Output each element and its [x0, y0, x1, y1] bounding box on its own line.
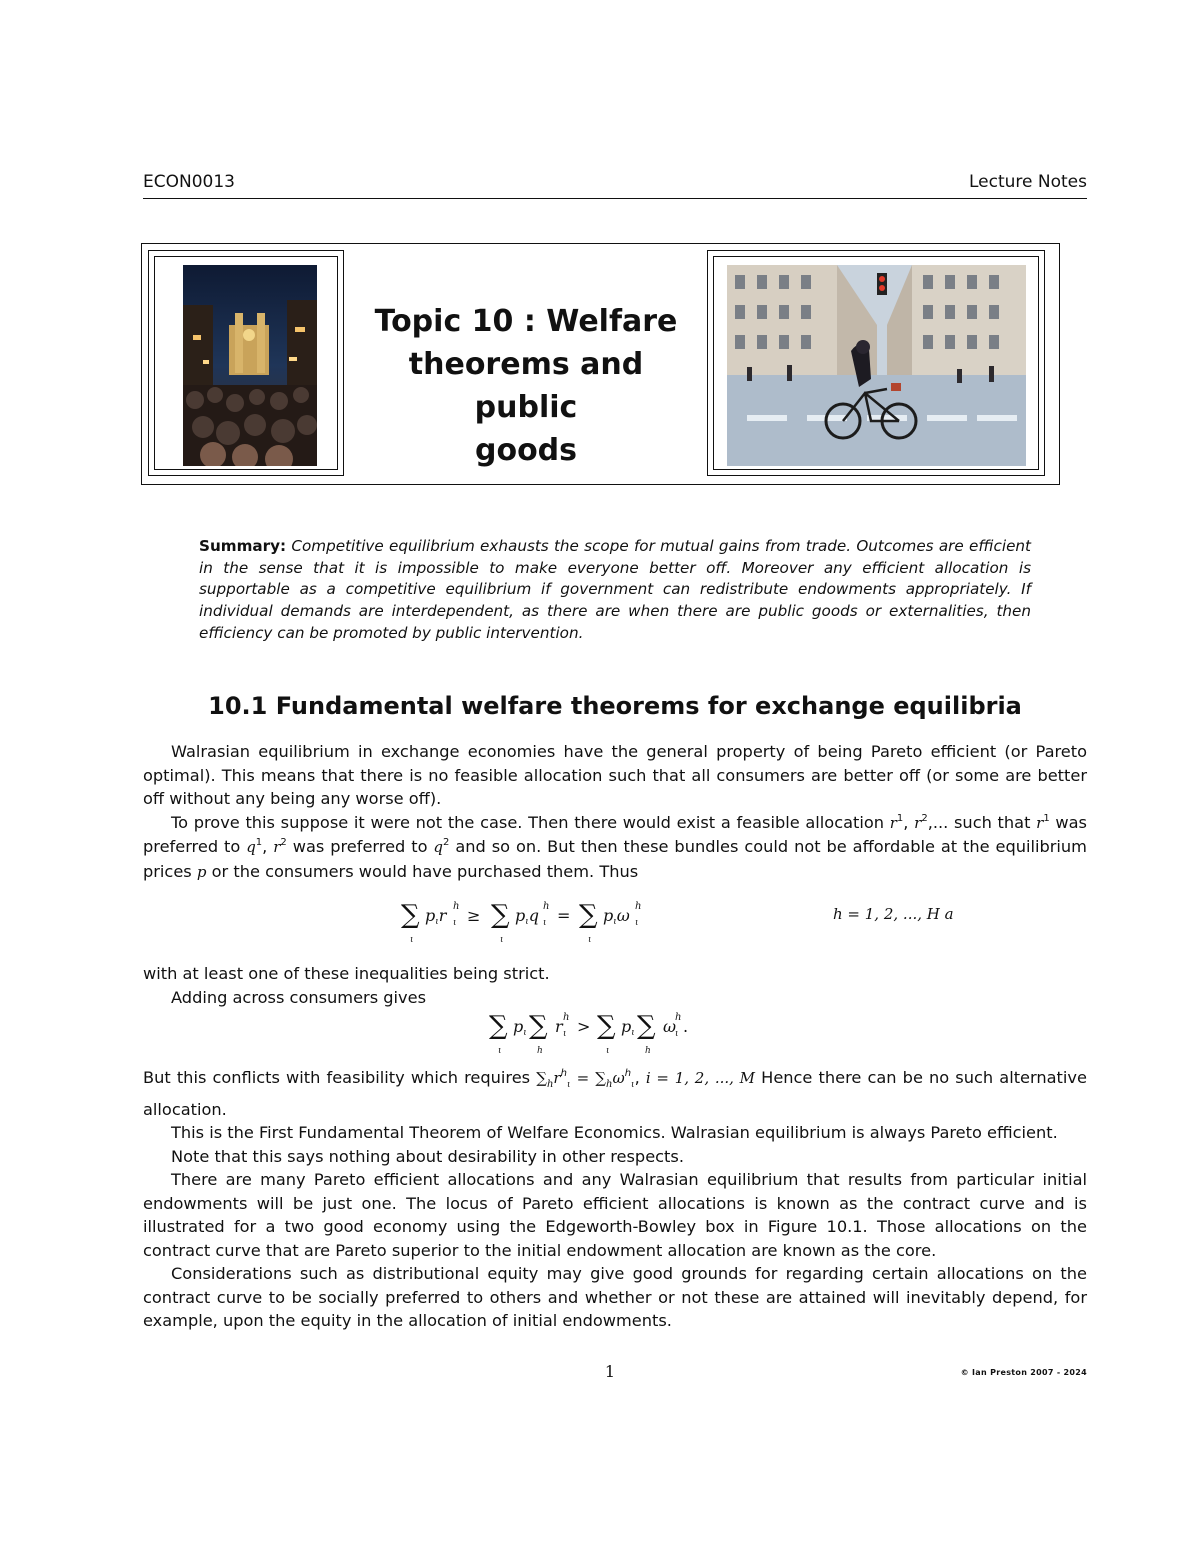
section-heading: 10.1 Fundamental welfare theorems for exchange equilibria — [208, 692, 1022, 720]
svg-text:ι: ι — [500, 935, 504, 945]
paragraph-adding: Adding across consumers gives — [171, 987, 427, 1007]
svg-text:pιω: pιω — [603, 906, 630, 927]
svg-text:h: h — [645, 1046, 651, 1056]
svg-text:∑: ∑ — [579, 900, 598, 930]
svg-text:ι: ι — [675, 1029, 679, 1039]
summary-label: Summary: — [199, 537, 287, 555]
svg-text:>: > — [577, 1017, 591, 1036]
paragraph-feasibility: But this conflicts with feasibility which requires $\sum_hr^h_\iota = \sum_h\omega^h_\iota$, i = 1, 2, ..., M Hence there can be no such alternative allocation. — [143, 1068, 1087, 1119]
copyright-notice: © Ian Preston 2007 - 2024 — [960, 1368, 1087, 1377]
svg-text:pι: pι — [513, 1017, 527, 1038]
cyclist-street-photo — [727, 265, 1026, 466]
svg-text:ι: ι — [606, 1046, 610, 1056]
equation-aggregate — [143, 1008, 1087, 1058]
svg-text:h: h — [543, 901, 550, 912]
svg-text:h: h — [675, 1012, 682, 1023]
paragraph-pareto: Walrasian equilibrium in exchange economies have the general property of being Pareto efficient (or Pareto optimal). This means that there is no feasible allocation such that all consumers are better off (or some are better off without any being any worse off). — [143, 742, 1087, 808]
paragraph-strict: with at least one of these inequalities being strict. — [143, 964, 550, 983]
svg-text:r: r — [555, 1017, 563, 1036]
summary-block — [199, 536, 1031, 645]
summary-text: Competitive equilibrium exhausts the scope for mutual gains from trade. Outcomes are efficient in the sense that it is impossible to make everyone better off. Moreover any efficient allocation is supportable as a competitive equilibrium if government can redistribute endowments appropriately. If individual demands are interdependent, as there are when there are public goods or externalities, then efficiency can be promoted by public intervention. — [199, 537, 1032, 642]
right-photo-frame — [707, 250, 1045, 476]
svg-text:≥: ≥ — [467, 906, 481, 925]
svg-text:h: h — [537, 1046, 543, 1056]
equation-budget — [143, 897, 1087, 945]
svg-text:pιq: pιq — [515, 906, 540, 927]
svg-text:∑: ∑ — [401, 900, 420, 930]
equation-range: h = 1, 2, ..., H a — [833, 905, 954, 923]
feasibility-index: i = 1, 2, ..., M — [645, 1069, 756, 1087]
svg-text:ι: ι — [563, 1029, 567, 1039]
left-photo-frame — [148, 250, 344, 476]
course-code: ECON0013 — [143, 172, 235, 192]
paragraph-contract-curve: There are many Pareto efficient allocations and any Walrasian equilibrium that results from particular initial endowments will be just one. The locus of Pareto efficient allocations is known as the contract curve and is illustrated for a two good economy using the Edgeworth-Bowley box in Figure 10.1. Those allocations on the contract curve that are Pareto superior to the initial endowment allocation are known as the core. — [143, 1170, 1087, 1260]
svg-text:∑: ∑ — [529, 1011, 548, 1041]
title-line-3: goods — [474, 433, 578, 468]
topic-title — [357, 300, 695, 472]
paragraph-proof: To prove this suppose it were not the case. Then there would exist a feasible allocation $r^1$, $r^2$,... such that $r^1$ was preferred to $q^1$, $r^2$ was preferred to $q^2$ and so on. But then these bundles could not be affordable at the equilibrium prices p or the consumers would have purchased them. Thus — [143, 812, 1087, 881]
svg-text:h: h — [563, 1012, 570, 1023]
market-crowd-photo — [183, 265, 317, 466]
paragraph-equity: Considerations such as distributional equity may give good grounds for regarding certain allocations on the contract curve to be socially preferred to others and whether or not these are attained will inevitably depend, for example, upon the equity in the allocation of initial endowments. — [143, 1264, 1087, 1331]
svg-text:pι: pι — [621, 1017, 635, 1038]
running-header — [143, 172, 1087, 199]
svg-text:pιr: pιr — [425, 906, 447, 927]
paragraph-note: Note that this says nothing about desirability in other respects. — [171, 1146, 684, 1166]
svg-text:=: = — [557, 906, 571, 925]
svg-text:ι: ι — [588, 935, 592, 945]
document-type: Lecture Notes — [969, 172, 1087, 192]
page-number: 1 — [604, 1362, 616, 1381]
svg-text:ι: ι — [498, 1046, 502, 1056]
svg-text:ι: ι — [635, 918, 639, 928]
svg-text:∑: ∑ — [489, 1011, 508, 1041]
title-banner — [141, 243, 1060, 485]
body-paragraphs-2 — [143, 962, 1087, 1009]
svg-text:ι: ι — [410, 935, 414, 945]
svg-text:∑: ∑ — [491, 900, 510, 930]
svg-text:h: h — [453, 901, 460, 912]
svg-text:h: h — [635, 901, 642, 912]
body-paragraphs-3 — [143, 1066, 1087, 1333]
svg-text:ι: ι — [543, 918, 547, 928]
title-line-2: theorems and public — [408, 347, 644, 425]
svg-text:ι: ι — [453, 918, 457, 928]
svg-text:∑: ∑ — [637, 1011, 656, 1041]
svg-text:∑: ∑ — [597, 1011, 616, 1041]
title-line-1: Topic 10 : Welfare — [374, 304, 678, 339]
paragraph-first-theorem: This is the First Fundamental Theorem of Welfare Economics. Walrasian equilibrium is always Pareto efficient. — [171, 1123, 1058, 1143]
body-paragraphs-1 — [143, 740, 1087, 884]
svg-text:ω: ω — [663, 1017, 677, 1036]
equation-dot: . — [683, 1017, 689, 1036]
